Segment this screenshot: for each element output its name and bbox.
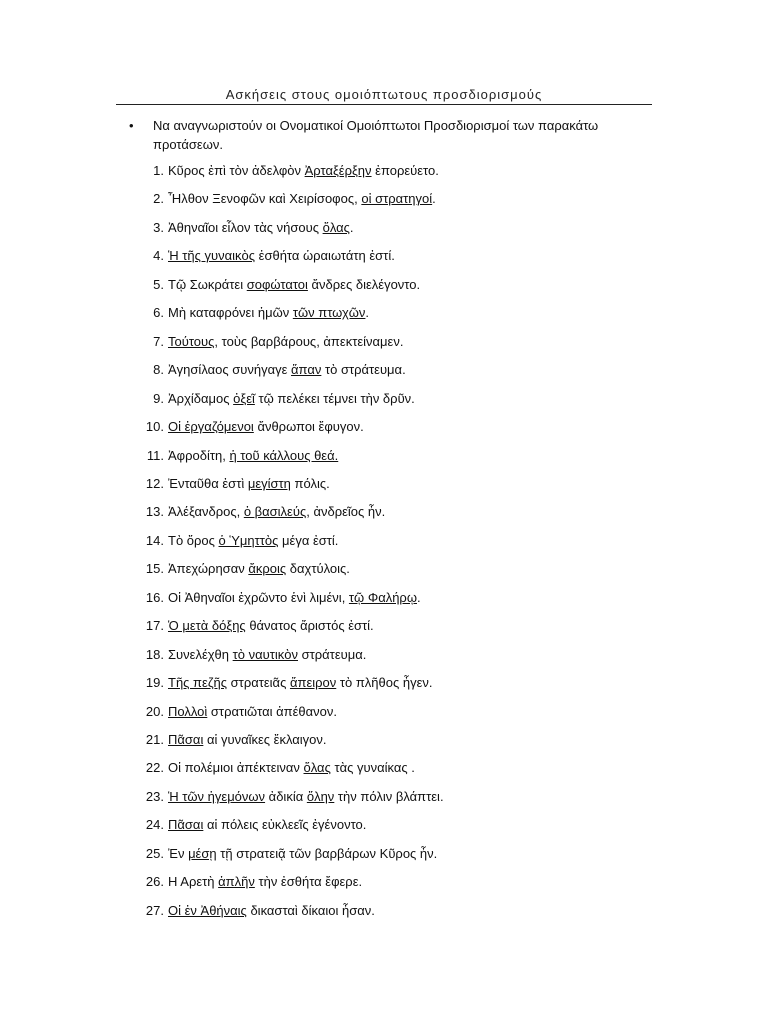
sentence-text: τὸ στράτευμα. xyxy=(321,362,406,378)
exercise-item xyxy=(0,872,700,892)
underlined-phrase: ἁπλῆν xyxy=(218,874,255,890)
sentence-text: αἱ γυναῖκες ἔκλαιγον. xyxy=(203,732,327,747)
exercise-item xyxy=(0,303,700,323)
sentence-text: . xyxy=(432,191,436,207)
sentence-text: θάνατος ἄριστός ἐστί. xyxy=(245,618,374,634)
exercise-number: 10. xyxy=(145,419,164,435)
sentence-text: . xyxy=(416,589,421,605)
underlined-phrase: μεγίστη xyxy=(247,475,291,491)
sentence-text: στρατιῶται ἀπέθανον. xyxy=(207,703,337,719)
sentence-text: Ἐν xyxy=(168,845,189,861)
underlined-phrase: ὁ βασιλεύς xyxy=(243,504,307,520)
exercise-number: 1. xyxy=(153,163,164,178)
sentence-text: ἄνθρωποι ἔφυγον. xyxy=(253,419,364,435)
exercise-item xyxy=(0,730,700,750)
exercise-item xyxy=(0,332,700,352)
sentence-text: μέγα ἐστί. xyxy=(278,532,339,548)
exercise-item xyxy=(0,417,700,437)
underlined-phrase: Πολλοὶ xyxy=(168,703,208,719)
sentence-text: Ἀλέξανδρος, xyxy=(168,504,244,520)
sentence-text: Τὸ ὄρος xyxy=(168,532,219,548)
exercise-number: 18. xyxy=(145,646,164,662)
sentence-text: δικασταὶ δίκαιοι ἦσαν. xyxy=(246,902,375,918)
exercise-number: 9. xyxy=(153,390,164,406)
underlined-phrase: τὸ ναυτικὸν xyxy=(232,646,298,662)
sentence-text: πόλις. xyxy=(290,475,330,491)
exercise-number: 24. xyxy=(145,817,164,833)
sentence-text: τὴν ἐσθήτα ἔφερε. xyxy=(254,874,363,890)
sentence-text: Κῦρος ἐπὶ τὸν ἀδελφὸν xyxy=(168,163,305,178)
sentence-text: Ἀπεχώρησαν xyxy=(168,561,249,577)
underlined-phrase: Πᾶσαι xyxy=(168,817,204,833)
exercise-item xyxy=(0,758,700,778)
exercise-item xyxy=(0,815,700,835)
exercise-number: 23. xyxy=(145,788,164,804)
sentence-text: τὰς γυναίκας . xyxy=(330,760,415,776)
exercise-item xyxy=(0,702,700,722)
exercise-item xyxy=(0,588,700,608)
exercise-item xyxy=(0,389,700,409)
title-divider xyxy=(116,104,652,105)
underlined-phrase: Τῆς πεζῆς xyxy=(168,675,228,691)
exercise-item xyxy=(0,844,700,864)
bullet-icon: • xyxy=(129,118,134,133)
sentence-text: τὸ πλῆθος ἦγεν. xyxy=(336,675,433,691)
exercise-number: 19. xyxy=(145,675,164,691)
exercise-number: 8. xyxy=(153,362,164,378)
exercise-item xyxy=(0,531,700,551)
exercise-item xyxy=(0,474,700,494)
sentence-text: αἱ πόλεις εὐκλεεῖς ἐγένοντο. xyxy=(203,817,367,833)
sentence-text: Ἀρχίδαμος xyxy=(168,390,234,406)
exercise-item xyxy=(0,446,700,466)
underlined-phrase: Οἱ ἐργαζόμενοι xyxy=(168,419,254,435)
exercise-number: 3. xyxy=(153,219,164,235)
sentence-text: στράτευμα. xyxy=(298,646,367,662)
exercise-number: 12. xyxy=(145,475,164,491)
underlined-phrase: μέσῃ xyxy=(188,845,217,861)
underlined-phrase: Ἡ τῶν ἡγεμόνων xyxy=(168,788,266,804)
underlined-phrase: σοφώτατοι xyxy=(246,276,308,292)
underlined-phrase: ὁ Ὑμηττὸς xyxy=(218,532,279,548)
exercise-number: 26. xyxy=(145,874,164,890)
sentence-text: Τῷ Σωκράτει xyxy=(168,276,247,292)
exercise-item xyxy=(0,275,700,295)
sentence-text: . xyxy=(365,305,370,321)
sentence-text: Μὴ καταφρόνει ἡμῶν xyxy=(168,305,293,321)
underlined-phrase: ἅπαν xyxy=(291,362,322,378)
exercise-number: 2. xyxy=(153,191,164,207)
exercise-number: 6. xyxy=(153,305,164,321)
exercise-number: 7. xyxy=(153,333,164,349)
underlined-phrase: Τούτους xyxy=(168,333,215,349)
exercise-item xyxy=(0,360,700,380)
exercise-number: 15. xyxy=(145,561,164,577)
sentence-text: , ἀνδρεῖος ἦν. xyxy=(306,504,386,520)
exercise-item xyxy=(0,189,700,209)
sentence-text: τὴν πόλιν βλάπτει. xyxy=(334,788,444,804)
underlined-phrase: ἡ τοῦ κάλλους θεά. xyxy=(229,447,339,463)
exercise-number: 17. xyxy=(145,618,164,634)
sentence-text: Ἀθηναῖοι εἷλον τὰς νήσους xyxy=(168,219,323,235)
underlined-phrase: οἱ στρατηγοί xyxy=(361,191,433,207)
underlined-phrase: Πᾶσαι xyxy=(168,732,204,747)
exercise-number: 11. xyxy=(146,447,164,463)
underlined-phrase: Ὁ μετὰ δόξης xyxy=(168,618,246,634)
underlined-phrase: ἄπειρον xyxy=(289,675,337,691)
underlined-phrase: ὀξεῖ xyxy=(233,390,255,406)
exercise-number: 13. xyxy=(145,504,164,520)
underlined-phrase: ἄκροις xyxy=(248,561,287,577)
sentence-text: Ἀφροδίτη, xyxy=(168,447,230,463)
exercise-item xyxy=(0,645,700,665)
sentence-text: Συνελέχθη xyxy=(168,646,233,662)
underlined-phrase: ὅλας xyxy=(303,760,331,776)
exercise-number: 22. xyxy=(145,760,164,776)
exercise-item xyxy=(0,161,700,181)
exercise-number: 20. xyxy=(145,703,164,719)
sentence-text: ἀδικία xyxy=(265,788,307,804)
sentence-text: Οἱ πολέμιοι ἀπέκτειναν xyxy=(168,760,304,776)
sentence-text: ἐσθήτα ὡραιωτάτη ἐστί. xyxy=(255,248,395,264)
underlined-phrase: Ἀρταξέρξην xyxy=(304,163,372,178)
sentence-text: Ἐνταῦθα ἐστὶ xyxy=(168,475,248,491)
exercise-number: 5. xyxy=(153,276,164,292)
sentence-text: . xyxy=(349,219,354,235)
underlined-phrase: Οἱ ἐν Ἀθήναις xyxy=(168,902,247,918)
underlined-phrase: τῷ Φαλήρῳ xyxy=(348,589,417,605)
sentence-text: τῇ στρατειᾷ τῶν βαρβάρων Κῦρος ἦν. xyxy=(216,845,438,861)
sentence-text: δαχτύλοις. xyxy=(286,561,350,577)
sentence-text: Η Αρετὴ xyxy=(168,874,219,890)
sentence-text: Οἱ Ἀθηναῖοι ἐχρῶντο ἑνὶ λιμένι, xyxy=(168,589,349,605)
exercise-item xyxy=(0,616,700,636)
sentence-text: Ἦλθον Ξενοφῶν καὶ Χειρίσοφος, xyxy=(168,191,362,207)
exercise-number: 25. xyxy=(145,845,164,861)
sentence-text: τῷ πελέκει τέμνει τὴν δρῦν. xyxy=(254,390,415,406)
underlined-phrase: Ἡ τῆς γυναικὸς xyxy=(168,248,256,264)
instruction-text: Να αναγνωριστούν οι Ονοματικοί Ομοιόπτωτοι Προσδιορισμοί των παρακάτω προτάσεων. xyxy=(153,118,599,152)
exercise-item xyxy=(0,246,700,266)
underlined-phrase: τῶν πτωχῶν xyxy=(292,305,366,321)
sentence-text: Ἀγησίλαος συνήγαγε xyxy=(168,362,292,378)
underlined-phrase: ὅλην xyxy=(306,788,335,804)
underlined-phrase: ὅλας xyxy=(322,219,350,235)
document-title: Ασκήσεις στους ομοιόπτωτους προσδιορισμούς xyxy=(225,87,543,102)
sentence-text: , τοὺς βαρβάρους, ἀπεκτείναμεν. xyxy=(214,333,404,349)
exercise-item xyxy=(0,673,700,693)
exercise-number: 14. xyxy=(145,532,164,548)
exercise-item xyxy=(0,787,700,807)
exercise-number: 27. xyxy=(145,902,164,918)
sentence-text: ἄνδρες διελέγοντο. xyxy=(307,276,421,292)
exercise-item xyxy=(0,901,700,921)
exercise-item xyxy=(0,502,700,522)
exercise-item xyxy=(0,559,700,579)
sentence-text: στρατειᾶς xyxy=(227,675,290,691)
sentence-text: ἐπορεύετο. xyxy=(371,163,439,178)
exercise-number: 21. xyxy=(145,732,164,747)
exercise-item xyxy=(0,218,700,238)
exercise-number: 16. xyxy=(145,589,164,605)
exercise-number: 4. xyxy=(153,248,164,264)
